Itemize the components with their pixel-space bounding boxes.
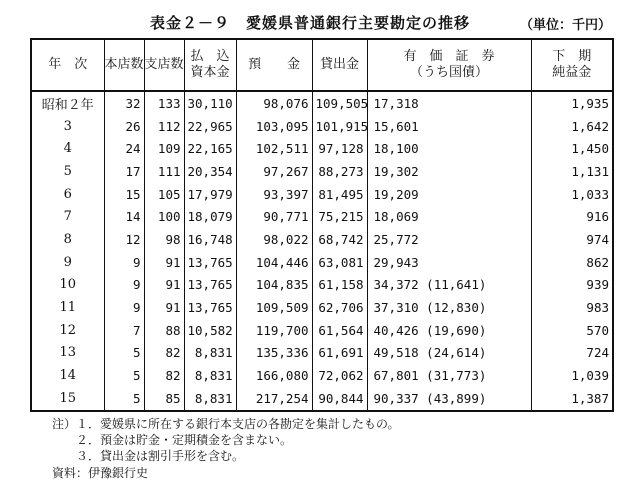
table-row (31, 183, 613, 206)
cell-securities: 90,337 (43,899) (367, 387, 531, 411)
cell-paid-capital: 13,765 (184, 251, 236, 274)
cell-head-offices: 26 (104, 115, 144, 138)
header-loans: 貸出金 (312, 39, 367, 91)
cell-loans: 109,505 (312, 91, 367, 115)
cell-deposits: 104,835 (236, 274, 312, 297)
cell-branches: 133 (144, 91, 184, 115)
cell-branches: 82 (144, 342, 184, 365)
header-securities-line2: （うち国債） (409, 65, 488, 80)
cell-securities: 49,518 (24,614) (367, 342, 531, 365)
cell-profit: 983 (531, 296, 613, 319)
cell-securities: 19,209 (367, 183, 531, 206)
cell-paid-capital: 22,165 (184, 137, 236, 160)
cell-loans: 90,844 (312, 387, 367, 411)
cell-branches: 91 (144, 251, 184, 274)
cell-branches: 91 (144, 274, 184, 297)
cell-paid-capital: 16,748 (184, 228, 236, 251)
cell-year: 13 (31, 342, 104, 365)
cell-profit: 1,450 (531, 137, 613, 160)
cell-profit: 916 (531, 205, 613, 228)
table-row (31, 319, 613, 342)
cell-profit: 1,935 (531, 91, 613, 115)
cell-loans: 88,273 (312, 160, 367, 183)
cell-branches: 88 (144, 319, 184, 342)
cell-deposits: 119,700 (236, 319, 312, 342)
cell-branches: 82 (144, 364, 184, 387)
cell-year: 昭和２年 (31, 91, 104, 115)
cell-securities: 17,318 (367, 91, 531, 115)
cell-loans: 61,564 (312, 319, 367, 342)
cell-head-offices: 5 (104, 387, 144, 411)
cell-loans: 97,128 (312, 137, 367, 160)
cell-paid-capital: 8,831 (184, 364, 236, 387)
table-row (31, 228, 613, 251)
cell-branches: 111 (144, 160, 184, 183)
cell-deposits: 109,509 (236, 296, 312, 319)
cell-securities: 19,302 (367, 160, 531, 183)
cell-paid-capital: 10,582 (184, 319, 236, 342)
cell-deposits: 102,511 (236, 137, 312, 160)
table-row (31, 115, 613, 138)
cell-loans: 81,495 (312, 183, 367, 206)
cell-profit: 974 (531, 228, 613, 251)
table-row (31, 251, 613, 274)
cell-head-offices: 9 (104, 251, 144, 274)
cell-year: 12 (31, 319, 104, 342)
cell-head-offices: 9 (104, 274, 144, 297)
cell-deposits: 98,076 (236, 91, 312, 115)
header-profit-line2: 純益金 (552, 65, 592, 80)
cell-securities: 25,772 (367, 228, 531, 251)
table-row (31, 91, 613, 115)
cell-securities: 29,943 (367, 251, 531, 274)
cell-head-offices: 15 (104, 183, 144, 206)
cell-deposits: 90,771 (236, 205, 312, 228)
cell-securities: 67,801 (31,773) (367, 364, 531, 387)
source-note: 資料：伊豫銀行史 (52, 466, 149, 480)
header-deposits: 預 金 (236, 39, 312, 91)
cell-paid-capital: 13,765 (184, 274, 236, 297)
note-line: ３．貸出金は割引手形を含む。 (52, 449, 245, 463)
header-head-offices: 本店数 (104, 39, 144, 91)
cell-year: 3 (31, 115, 104, 138)
cell-branches: 112 (144, 115, 184, 138)
header-paid-capital-line1: 払 込 (190, 49, 230, 64)
cell-paid-capital: 22,965 (184, 115, 236, 138)
unit-label: （単位：千円） (520, 18, 612, 33)
cell-year: 4 (31, 137, 104, 160)
note-line: ２．預金は貯金・定期積金を含まない。 (52, 433, 293, 447)
cell-deposits: 104,446 (236, 251, 312, 274)
cell-profit: 939 (531, 274, 613, 297)
cell-profit: 570 (531, 319, 613, 342)
table-header (31, 39, 613, 91)
header-profit-line1: 下 期 (552, 49, 592, 64)
cell-paid-capital: 8,831 (184, 387, 236, 411)
cell-year: 8 (31, 228, 104, 251)
cell-year: 14 (31, 364, 104, 387)
table-row (31, 137, 613, 160)
header-branches: 支店数 (144, 39, 184, 91)
cell-year: 6 (31, 183, 104, 206)
cell-deposits: 217,254 (236, 387, 312, 411)
cell-loans: 68,742 (312, 228, 367, 251)
cell-branches: 98 (144, 228, 184, 251)
cell-loans: 72,062 (312, 364, 367, 387)
cell-loans: 63,081 (312, 251, 367, 274)
header-securities (367, 39, 531, 91)
cell-year: 15 (31, 387, 104, 411)
cell-year: 11 (31, 296, 104, 319)
cell-loans: 62,706 (312, 296, 367, 319)
cell-branches: 91 (144, 296, 184, 319)
table-row (31, 364, 613, 387)
cell-profit: 1,131 (531, 160, 613, 183)
cell-profit: 1,642 (531, 115, 613, 138)
cell-loans: 61,691 (312, 342, 367, 365)
cell-profit: 1,033 (531, 183, 613, 206)
cell-branches: 85 (144, 387, 184, 411)
cell-branches: 100 (144, 205, 184, 228)
cell-profit: 1,387 (531, 387, 613, 411)
table-row (31, 387, 613, 411)
cell-securities: 18,100 (367, 137, 531, 160)
cell-paid-capital: 18,079 (184, 205, 236, 228)
table-row (31, 274, 613, 297)
cell-head-offices: 24 (104, 137, 144, 160)
note-line: 注）１．愛媛県に所在する銀行本支店の各勘定を集計したもの。 (52, 417, 400, 431)
cell-head-offices: 7 (104, 319, 144, 342)
table-row (31, 296, 613, 319)
cell-year: 5 (31, 160, 104, 183)
cell-head-offices: 12 (104, 228, 144, 251)
cell-paid-capital: 30,110 (184, 91, 236, 115)
cell-head-offices: 17 (104, 160, 144, 183)
header-securities-line1: 有 価 証 券 (403, 49, 495, 64)
header-profit (531, 39, 613, 91)
cell-deposits: 166,080 (236, 364, 312, 387)
table-title: 表金２－９ 愛媛県普通銀行主要勘定の推移 (150, 14, 471, 32)
cell-year: 10 (31, 274, 104, 297)
cell-loans: 101,915 (312, 115, 367, 138)
cell-profit: 724 (531, 342, 613, 365)
cell-branches: 109 (144, 137, 184, 160)
cell-paid-capital: 13,765 (184, 296, 236, 319)
cell-loans: 61,158 (312, 274, 367, 297)
header-year: 年 次 (31, 39, 104, 91)
cell-deposits: 93,397 (236, 183, 312, 206)
data-table (30, 38, 614, 412)
cell-branches: 105 (144, 183, 184, 206)
table-row (31, 205, 613, 228)
cell-head-offices: 32 (104, 91, 144, 115)
cell-securities: 34,372 (11,641) (367, 274, 531, 297)
header-paid-capital (184, 39, 236, 91)
cell-head-offices: 14 (104, 205, 144, 228)
cell-year: 9 (31, 251, 104, 274)
cell-securities: 40,426 (19,690) (367, 319, 531, 342)
cell-paid-capital: 17,979 (184, 183, 236, 206)
cell-deposits: 97,267 (236, 160, 312, 183)
cell-deposits: 98,022 (236, 228, 312, 251)
header-paid-capital-line2: 資本金 (190, 65, 230, 80)
cell-paid-capital: 20,354 (184, 160, 236, 183)
cell-securities: 37,310 (12,830) (367, 296, 531, 319)
cell-head-offices: 5 (104, 364, 144, 387)
cell-loans: 75,215 (312, 205, 367, 228)
table-row (31, 160, 613, 183)
cell-deposits: 103,095 (236, 115, 312, 138)
table-body (31, 91, 613, 411)
cell-year: 7 (31, 205, 104, 228)
cell-head-offices: 9 (104, 296, 144, 319)
cell-profit: 1,039 (531, 364, 613, 387)
cell-securities: 15,601 (367, 115, 531, 138)
cell-deposits: 135,336 (236, 342, 312, 365)
table-row (31, 342, 613, 365)
notes (52, 416, 400, 464)
cell-head-offices: 5 (104, 342, 144, 365)
cell-profit: 862 (531, 251, 613, 274)
cell-paid-capital: 8,831 (184, 342, 236, 365)
cell-securities: 18,069 (367, 205, 531, 228)
